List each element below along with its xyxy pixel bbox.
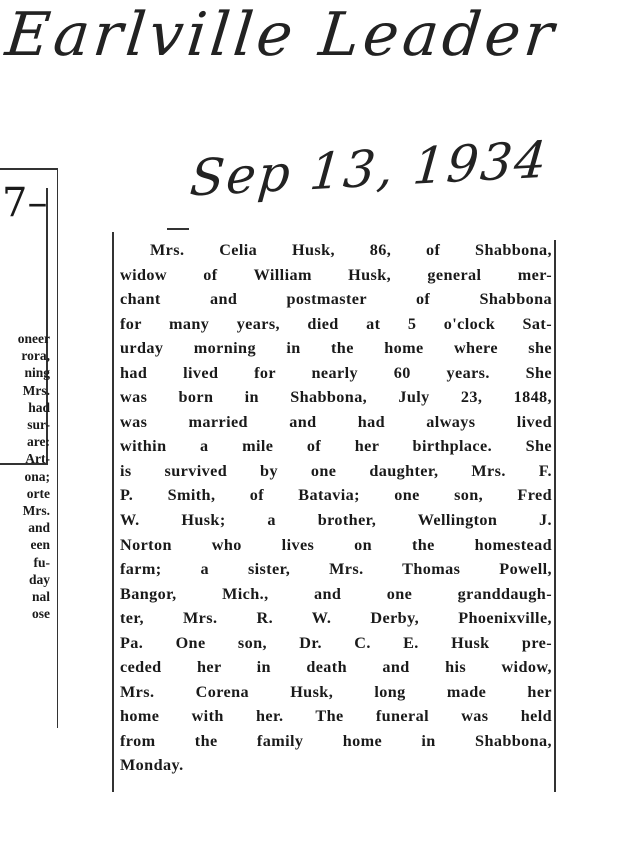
article-line: from the family home in Shabbona, [120, 731, 552, 750]
left-column-fragments [18, 330, 50, 622]
article-line: Mrs. Corena Husk, long made her [120, 682, 552, 701]
left-fragment-line: ning [24, 365, 50, 381]
handwritten-publication-name: Earlville Leader [2, 0, 561, 70]
article-line: within a mile of her birthplace. She [120, 437, 552, 456]
left-column-top-rule [0, 168, 58, 170]
left-fragment-line: sur- [27, 417, 50, 433]
article-line: for many years, died at 5 o'clock Sat- [120, 314, 552, 333]
article-line: Pa. One son, Dr. C. E. Husk pre- [120, 633, 552, 652]
article-line: Norton who lives on the homestead [120, 535, 552, 554]
article-line: ceded her in death and his widow, [120, 658, 552, 677]
article-line: urday morning in the home where she [120, 339, 552, 358]
article-line: ter, Mrs. R. W. Derby, Phoenixville, [120, 609, 552, 628]
clipping-top-tick [167, 228, 189, 230]
left-fragment-line: ose [32, 606, 50, 622]
obituary-clipping [112, 232, 558, 792]
article-line: is survived by one daughter, Mrs. F. [120, 461, 552, 480]
article-line: was married and had always lived [120, 412, 552, 431]
left-fragment-line: Mrs. [22, 382, 50, 398]
left-fragment-line: had [28, 399, 50, 415]
left-fragment-line: Art- [25, 451, 50, 467]
left-fragment-line: oneer [17, 331, 50, 346]
article-line: Monday. [120, 756, 184, 775]
left-fragment-line: een [30, 537, 50, 553]
left-fragment-line: are: [27, 434, 50, 450]
article-line: home with her. The funeral was held [120, 707, 552, 726]
article-line: P. Smith, of Batavia; one son, Fred [120, 486, 552, 505]
left-column-divider [57, 168, 58, 728]
left-fragment-line: and [28, 520, 50, 536]
left-fragment-line: ona; [24, 468, 50, 484]
left-fragment-line: rora, [21, 348, 50, 364]
left-fragment-line: nal [31, 589, 50, 605]
article-line: widow of William Husk, general mer- [120, 265, 552, 284]
left-fragment-line: Mrs. [22, 503, 50, 519]
article-line: farm; a sister, Mrs. Thomas Powell, [120, 560, 552, 579]
article-line: W. Husk; a brother, Wellington J. [120, 511, 552, 530]
obituary-text [120, 238, 552, 778]
article-line: Bangor, Mich., and one granddaugh- [120, 584, 552, 603]
handwritten-date: Sep 13, 1934 [187, 130, 551, 208]
left-fragment-line: fu- [33, 554, 50, 570]
left-fragment-line: day [28, 571, 50, 587]
article-line: had lived for nearly 60 years. She [120, 363, 552, 382]
left-adjacent-column [0, 168, 58, 728]
left-box-glyph: 7– [2, 180, 48, 226]
article-line: Mrs. Celia Husk, 86, of Shabbona, [150, 241, 552, 259]
clipping-right-rule [554, 240, 556, 792]
article-line: was born in Shabbona, July 23, 1848, [120, 388, 552, 407]
left-fragment-line: orte [26, 485, 50, 501]
clipping-left-rule [112, 232, 114, 792]
article-line: chant and postmaster of Shabbona [120, 290, 552, 309]
